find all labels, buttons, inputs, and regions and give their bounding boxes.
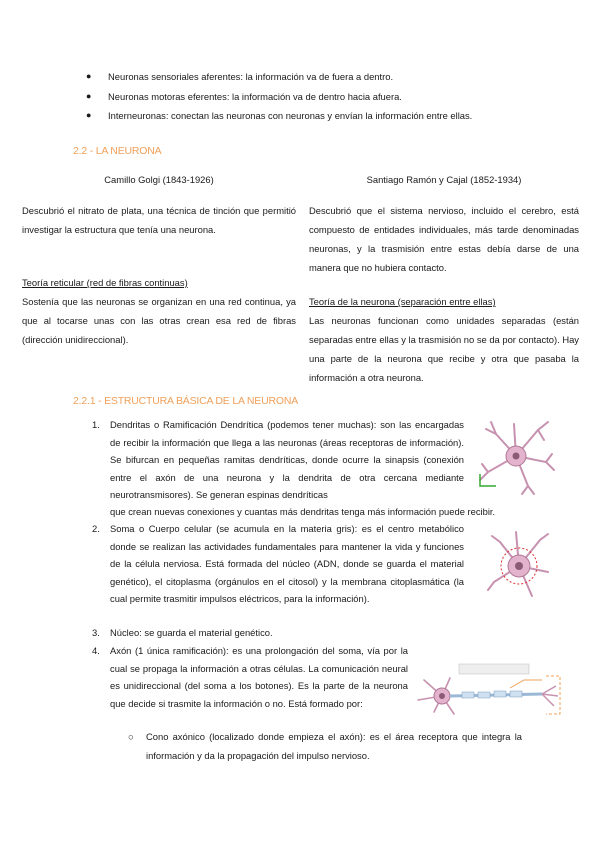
golgi-theory-title: Teoría reticular (red de fibras continuas) [22, 277, 188, 288]
bullet-text: Neuronas sensoriales aferentes: la información va de fuera a dentro. [108, 71, 394, 82]
subsection-heading: 2.2.1 - ESTRUCTURA BÁSICA DE LA NEURONA [73, 395, 299, 407]
intro-bullet-list [86, 71, 566, 130]
bullet-text: Neuronas motoras eferentes: la información va de dentro hacia afuera. [108, 90, 402, 102]
cajal-column [309, 170, 579, 387]
item-number: 1. [92, 419, 100, 430]
bullet-icon: ● [86, 90, 92, 101]
circle-bullet-icon: ○ [128, 731, 134, 742]
item-number: 3. [92, 627, 100, 638]
bullet-icon: ● [86, 110, 92, 120]
item-number: 2. [92, 523, 100, 534]
neuron-soma-image [486, 528, 552, 600]
cajal-name: Santiago Ramón y Cajal (1852-1934) [366, 174, 522, 185]
sub-item-text: Cono axónico (localizado donde empieza el axón): es el área receptora que integra la información y da la propagación del impulso nervioso. [146, 731, 522, 761]
neuron-dendrites-image [476, 414, 556, 496]
neuron-axon-image [414, 660, 564, 722]
cajal-description: Descubrió que el sistema nervioso, incluido el cerebro, está compuesto de entidades individuales, más tarde denominadas neuronas, y la trasmisión entre estas debía darse de una manera que no hubiera contacto. [309, 205, 579, 273]
section-heading: 2.2 - LA NEURONA [73, 145, 162, 157]
cajal-theory-text: Las neuronas funcionan como unidades separadas (están separadas entre ellas y la trasmisión no se da por contacto). Hay una parte de la neurona que recibe y otra que pasaba la información a otra neurona. [309, 315, 579, 383]
golgi-column [22, 170, 296, 349]
list-item [86, 110, 566, 130]
bullet-icon: ● [86, 71, 92, 81]
item-number: 4. [92, 645, 100, 656]
list-item [86, 71, 566, 91]
bullet-text: Interneuronas: conectan las neuronas con neuronas y envían la información entre ellas. [108, 110, 473, 121]
golgi-description: Descubrió el nitrato de plata, una técnica de tinción que permitió investigar la estructura que tenía una neurona. [22, 205, 296, 235]
list-item [86, 91, 566, 111]
item-continuation: que crean nuevas conexiones y cuantas más dendritas tenga más información puede recibir. [110, 506, 496, 517]
golgi-theory-text: Sostenía que las neuronas se organizan en una red continua, ya que al tocarse unas con las otras crean esa red de fibras (dirección unidireccional). [22, 296, 296, 345]
item-text: Soma o Cuerpo celular (se acumula en la materia gris): es el centro metabólico donde se realizan las actividades fundamentales para mantener la vida y funciones de la célula nerviosa. Está formada del núcleo (ADN, donde se guarda el material genético), el citoplasma (orgánulos en el citosol) y la membrana citoplasmática (la cual permite trasmitir impulsos eléctricos, para la información). [110, 523, 464, 605]
golgi-name: Camillo Golgi (1843-1926) [104, 174, 214, 185]
item-text: Dendritas o Ramificación Dendrítica (podemos tener muchas): son las encargadas de recibir la información que llega a las neuronas (áreas receptoras de información). Se bifurcan en pequeñas ramitas dendríticas, donde ocurre la sinapsis (conexión entre el axón de una neurona y la dendrita de otra cercana mediante neurotransmisores). Se generan espinas dendríticas [110, 419, 464, 501]
cajal-theory-title: Teoría de la neurona (separación entre ellas) [309, 296, 496, 307]
item-text: Núcleo: se guarda el material genético. [110, 627, 273, 638]
item-text: Axón (1 única ramificación): es una prolongación del soma, vía por la cual se propaga la información a otras células. La comunicación neural es unidireccional (del soma a los botones). Es la parte de la neurona que decide si trasmite la información o no. Está formado por: [110, 645, 408, 709]
